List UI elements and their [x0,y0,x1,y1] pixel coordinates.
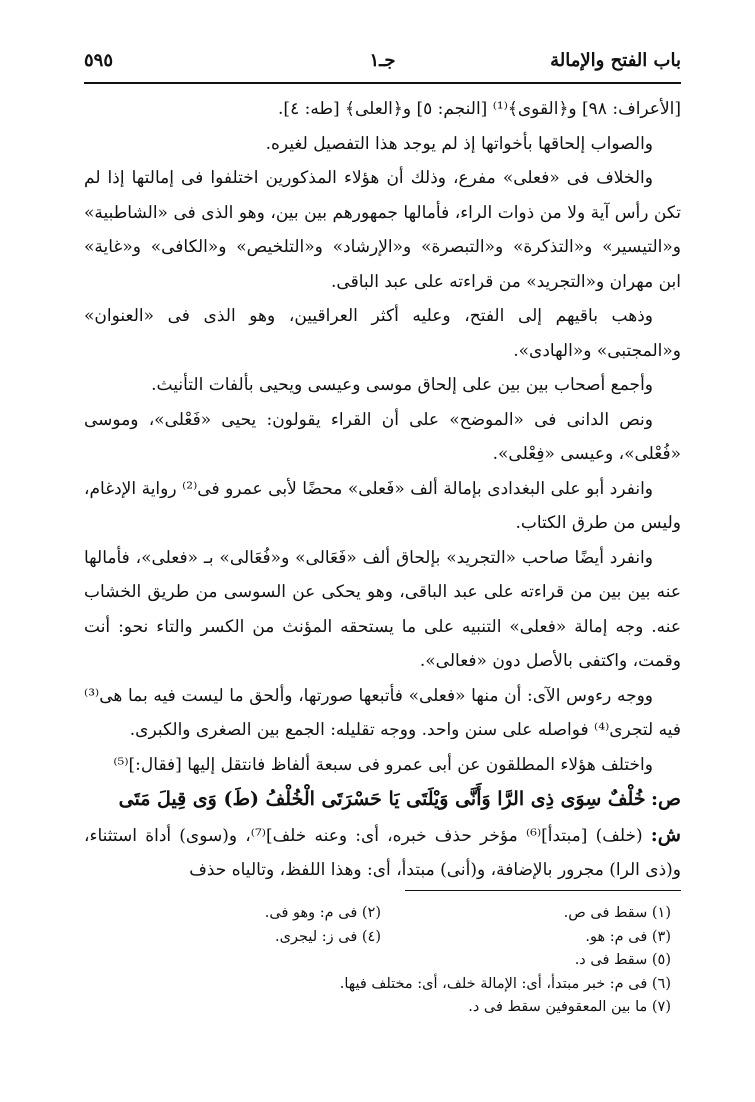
commentary-label: ش: [650,823,682,846]
paragraph: وذهب باقيهم إلى الفتح، وعليه أكثر العراقيين، وهو الذى فى «العنوان» و«المجتبى» و«الهادى». [84,306,681,361]
paragraph: وانفرد أيضًا صاحب «التجريد» بإلحاق ألف «فَعَالى» و«فُعَالى» بـ «فعلى»، فأمالها عنه بين بين من قراءته على عبد الباقى، وهو يحكى عن السوسى من طريق الخشاب عنه. وجه إمالة «فعلى» التنبيه على ما يستحقه المؤنث من الكسر والتاء نحو: أنت وقمت، واكتفى بالأصل دون «فعالى». [84,547,681,671]
footnote: (٧) ما بين المعقوفين سقط فى د. [468,999,671,1015]
paragraph: وانفرد أبو على البغدادى بإمالة ألف «فَعلى» محضًا لأبى عمرو فى⁽²⁾ رواية الإدغام، وليس من طرق الكتاب. [84,478,681,533]
footnote-row [84,996,681,1020]
footnote-row [84,973,681,997]
paragraph: وأجمع أصحاب بين بين على إلحاق موسى وعيسى ويحيى بألفات التأنيث. [151,375,653,395]
footnote-row [84,926,681,950]
footnote: (٤) فى ز: ليجرى. [275,928,381,945]
paragraph: ونص الدانى فى «الموضح» على أن القراء يقولون: يحيى «فَعْلى»، وموسى «فُعْلى»، وعيسى «فِعْلى». [84,409,681,464]
verse-text: خُلْفٌ سِوَى ذِى الرَّا وَأَنَّى وَيْلَتَى يَا حَسْرَتَى الْخُلْفُ (طَ) وَى قِيلَ مَتَى [118,788,646,810]
paragraph: والخلاف فى «فعلى» مفرع، وذلك أن هؤلاء المذكورين اختلفوا فى إمالتها إذا لم تكن رأس آية ولا من ذوات الراء، فأمالها جمهورهم بين بين، وهو الذى فى «الشاطبية» و«التيسير» و«التذكرة» و«التبصرة» و«الإرشاد» و«التلخيص» و«الكافى» و«غاية» ابن مهران و«التجريد» من قراءته على عبد الباقى. [84,168,681,292]
verse-label: ص: [651,788,681,810]
header-rule [84,82,681,84]
footnote-row [84,949,681,973]
commentary-paragraph [84,818,681,888]
footnote: (٦) فى م: خبر مبتدأ، أى: الإمالة خلف، أى: مختلف فيها. [339,975,671,992]
footnote: (٢) فى م: وهو فى. [264,905,381,921]
paragraph: ووجه رءوس الآى: أن منها «فعلى» فأتبعها صورتها، وألحق ما ليست فيه بما هى⁽³⁾ فيه لتجرى⁽⁴⁾ فواصله على سنن واحد. ووجه تقليله: الجمع بين الصغرى والكبرى. [84,685,681,740]
paragraph: [الأعراف: ٩٨] و﴿القوى﴾⁽¹⁾ [النجم: ٥] و﴿العلى﴾ [طه: ٤]. [278,99,681,119]
footnotes [84,902,681,1020]
verse-line [84,782,681,818]
commentary-text: (خلف) [مبتدأ]⁽⁶⁾ مؤخر حذف خبره، أى: وعنه خلف]⁽⁷⁾، و(سوى) أداة استثناء، و(ذى الرا) مجرور بالإضافة، و(أنى) مبتدأ، أى: وهذا اللفظ، وتالياه حذف [84,825,681,880]
main-text [84,92,681,888]
page-header [84,50,681,78]
footnote: (١) سقط فى ص. [563,905,671,921]
chapter-title: باب الفتح والإمالة [550,50,681,71]
footnote-row [84,902,681,926]
page-number: ٥٩٥ [84,50,114,71]
footnote: (٥) سقط فى د. [574,952,671,968]
footnote-separator [405,890,681,891]
paragraph: والصواب إلحاقها بأخواتها إذ لم يوجد هذا التفصيل لغيره. [265,133,653,154]
paragraph: واختلف هؤلاء المطلقون عن أبى عمرو فى سبعة ألفاظ فانتقل إليها [فقال:]⁽⁵⁾ [113,754,653,775]
footnote: (٣) فى م: هو. [585,928,671,945]
volume-label: جـ١ [369,50,396,71]
